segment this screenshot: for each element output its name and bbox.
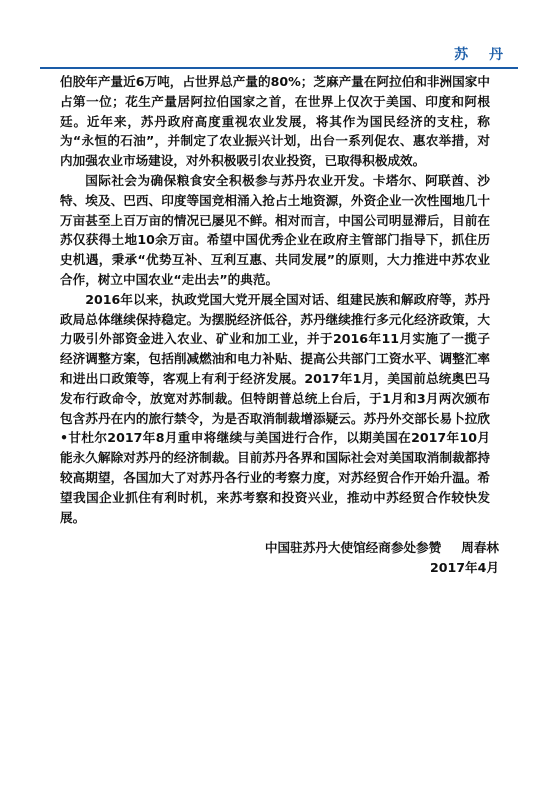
paragraph-continued: 伯胶年产量近6万吨，占世界总产量的80%；芝麻产量在阿拉伯和非洲国家中占第一位；花生产量居阿拉伯国家之首，在世界上仅次于美国、印度和阿根廷。近年来，苏丹政府高度重视农业发展，将其作为国民经济的支柱，称为“永恒的石油”，并制定了农业振兴计划，出台一系列促农、惠农举措，对内加强农业市场建设，对外积极吸引农业投资，已取得积极成效。 — [60, 74, 490, 169]
page-header-title: 苏 丹 — [454, 47, 511, 63]
signature-organization: 中国驻苏丹大使馆经商参处参赞 — [264, 540, 442, 555]
signature-line — [265, 538, 499, 558]
signature-name: 周春林 — [461, 540, 499, 555]
paragraph: 2016年以来，执政党国大党开展全国对话、组建民族和解政府等，苏丹政局总体继续保持稳定。为摆脱经济低谷，苏丹继续推行多元化经济政策，大力吸引外部资金进入农业、矿业和加工业，并于2016年11月实施了一揽子经济调整方案，包括削减燃油和电力补贴、提高公共部门工资水平、调整汇率和进出口政策等，客观上有利于经济发展。2017年1月，美国前总统奥巴马发布行政命令，放宽对苏制裁。但特朗普总统上台后，于1月和3月两次颁布包含苏丹在内的旅行禁令，为是否取消制裁增添疑云。苏丹外交部长易卜拉欣•甘杜尔2017年8月重申将继续与美国进行合作，以期美国在2017年10月能永久解除对苏丹的经济制裁。目前苏丹各界和国际社会对美国取消制裁都持较高期望，各国加大了对苏丹各行业的考察力度，对苏经贸合作开始升温。希望我国企业抓住有利时机，来苏考察和投资兴业，推动中苏经贸合作较快发展。 — [60, 291, 490, 525]
body-text — [60, 72, 490, 527]
signature-date: 2017年4月 — [429, 560, 499, 575]
header-divider — [40, 67, 518, 69]
paragraph: 国际社会为确保粮食安全积极参与苏丹农业开发。卡塔尔、阿联酋、沙特、埃及、巴西、印度等国竞相涌入抢占土地资源，外资企业一次性囤地几十万亩甚至上百万亩的情况已屡见不鲜。相对而言，中国公司明显滞后，目前在苏仅获得土地10余万亩。希望中国优秀企业在政府主管部门指导下，抓住历史机遇，秉承“优势互补、互利互惠、共同发展”的原则，大力推进中苏农业合作，树立中国农业“走出去”的典范。 — [60, 172, 490, 287]
signature-block — [265, 538, 499, 578]
